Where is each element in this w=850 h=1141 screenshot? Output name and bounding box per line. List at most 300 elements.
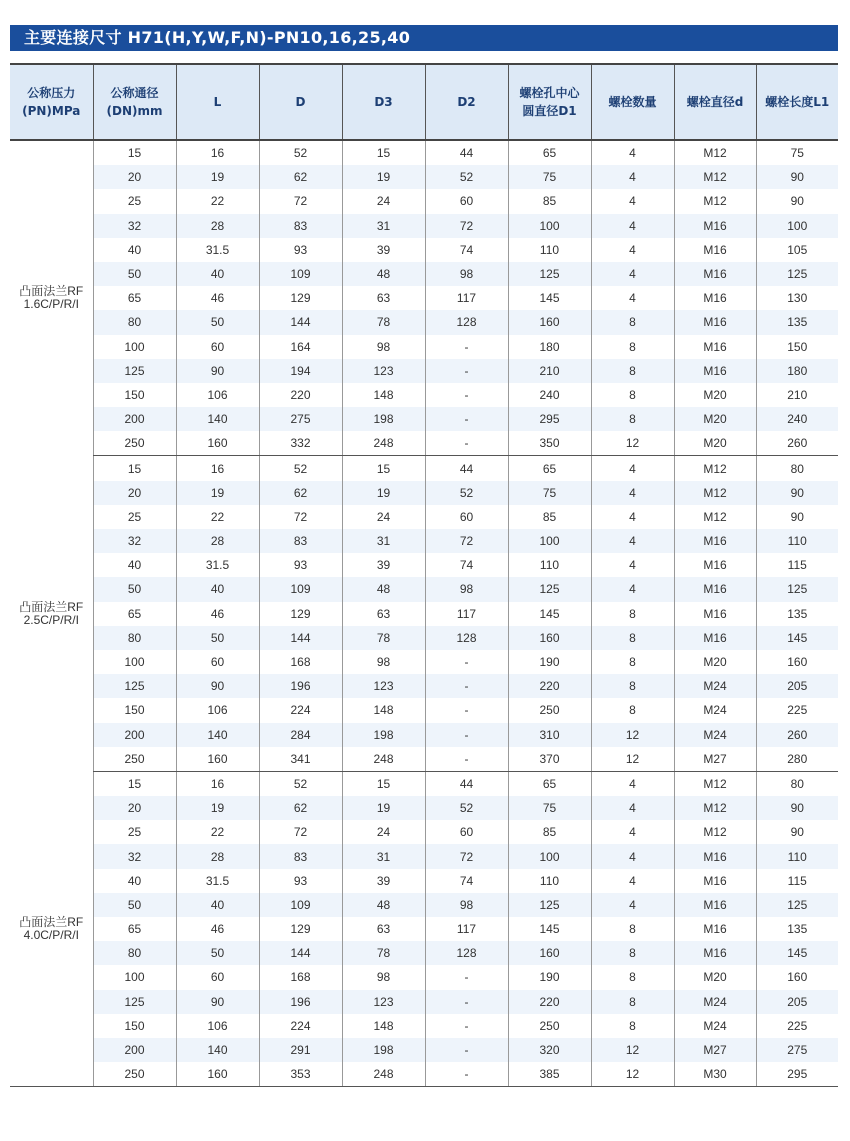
table-cell: 12 [591, 431, 674, 456]
table-cell: 74 [425, 553, 508, 577]
table-cell: 40 [176, 577, 259, 601]
table-cell: 31.5 [176, 553, 259, 577]
table-cell: 310 [508, 723, 591, 747]
table-cell: 48 [342, 262, 425, 286]
table-cell: 128 [425, 941, 508, 965]
table-cell: 128 [425, 626, 508, 650]
table-cell: M20 [674, 431, 756, 456]
table-cell: 8 [591, 602, 674, 626]
table-cell: - [425, 965, 508, 989]
table-cell: 12 [591, 1062, 674, 1087]
table-cell: 125 [508, 577, 591, 601]
table-row [10, 869, 838, 893]
table-row [10, 965, 838, 989]
table-cell: 280 [756, 747, 838, 772]
table-cell: 125 [93, 359, 176, 383]
table-row [10, 214, 838, 238]
table-cell: 148 [342, 383, 425, 407]
table-cell: 63 [342, 602, 425, 626]
table-cell: 62 [259, 796, 342, 820]
table-cell: 52 [259, 771, 342, 796]
table-cell: 110 [508, 553, 591, 577]
table-cell: 4 [591, 238, 674, 262]
table-cell: 260 [756, 723, 838, 747]
table-cell: 31.5 [176, 869, 259, 893]
table-cell: 350 [508, 431, 591, 456]
column-header [756, 64, 838, 140]
table-cell: 160 [508, 941, 591, 965]
table-cell: 60 [176, 965, 259, 989]
table-cell: 144 [259, 941, 342, 965]
table-row [10, 1062, 838, 1087]
table-cell: 85 [508, 505, 591, 529]
table-cell: 75 [508, 796, 591, 820]
table-cell: 109 [259, 577, 342, 601]
table-cell: 46 [176, 286, 259, 310]
table-cell: 31 [342, 844, 425, 868]
table-cell: 4 [591, 214, 674, 238]
table-cell: 160 [176, 431, 259, 456]
table-cell: 8 [591, 359, 674, 383]
table-cell: M24 [674, 674, 756, 698]
table-cell: 90 [176, 674, 259, 698]
table-cell: 250 [93, 747, 176, 772]
table-row [10, 723, 838, 747]
column-header [10, 64, 93, 140]
table-cell: 260 [756, 431, 838, 456]
table-cell: 72 [425, 844, 508, 868]
table-cell: 90 [756, 820, 838, 844]
table-cell: 370 [508, 747, 591, 772]
table-cell: 39 [342, 238, 425, 262]
table-row [10, 262, 838, 286]
table-cell: 32 [93, 844, 176, 868]
column-header [259, 64, 342, 140]
column-header [93, 64, 176, 140]
table-cell: 98 [342, 965, 425, 989]
table-cell: 65 [93, 917, 176, 941]
table-cell: 210 [508, 359, 591, 383]
table-row [10, 286, 838, 310]
table-cell: 65 [93, 286, 176, 310]
table-cell: 125 [508, 893, 591, 917]
table-cell: 145 [508, 917, 591, 941]
table-cell: 25 [93, 505, 176, 529]
table-cell: 145 [756, 626, 838, 650]
table-cell: 40 [93, 238, 176, 262]
table-cell: 4 [591, 165, 674, 189]
table-cell: 98 [425, 893, 508, 917]
table-cell: 16 [176, 140, 259, 165]
table-cell: M16 [674, 214, 756, 238]
table-cell: 248 [342, 747, 425, 772]
table-cell: 240 [756, 407, 838, 431]
table-cell: M16 [674, 310, 756, 334]
table-cell: 100 [93, 335, 176, 359]
table-cell: 52 [425, 165, 508, 189]
table-row [10, 359, 838, 383]
table-cell: 22 [176, 820, 259, 844]
table-cell: 46 [176, 917, 259, 941]
table-cell: M12 [674, 505, 756, 529]
table-cell: 90 [756, 796, 838, 820]
table-cell: 4 [591, 286, 674, 310]
table-cell: 62 [259, 165, 342, 189]
table-cell: 22 [176, 189, 259, 213]
table-cell: 194 [259, 359, 342, 383]
table-cell: 100 [93, 965, 176, 989]
table-cell: 46 [176, 602, 259, 626]
table-cell: 4 [591, 893, 674, 917]
table-cell: 168 [259, 965, 342, 989]
table-cell: 198 [342, 723, 425, 747]
table-row [10, 990, 838, 1014]
table-cell: 220 [259, 383, 342, 407]
table-cell: 93 [259, 553, 342, 577]
table-cell: 28 [176, 844, 259, 868]
table-cell: 320 [508, 1038, 591, 1062]
table-cell: M24 [674, 698, 756, 722]
table-cell: M16 [674, 577, 756, 601]
table-cell: M12 [674, 456, 756, 481]
table-cell: 15 [93, 140, 176, 165]
table-cell: 105 [756, 238, 838, 262]
table-cell: 4 [591, 505, 674, 529]
table-cell: 40 [93, 553, 176, 577]
table-cell: 8 [591, 650, 674, 674]
table-cell: 4 [591, 820, 674, 844]
column-header [425, 64, 508, 140]
table-row [10, 1014, 838, 1038]
table-cell: 160 [756, 650, 838, 674]
table-cell: 100 [508, 214, 591, 238]
table-cell: 60 [425, 505, 508, 529]
table-cell: - [425, 723, 508, 747]
table-cell: 125 [756, 893, 838, 917]
table-cell: 28 [176, 529, 259, 553]
table-cell: 8 [591, 965, 674, 989]
table-cell: 4 [591, 456, 674, 481]
dimensions-table-container [10, 63, 838, 1087]
column-header [674, 64, 756, 140]
table-row [10, 140, 838, 165]
table-row [10, 553, 838, 577]
table-cell: 80 [93, 626, 176, 650]
table-cell: 19 [176, 796, 259, 820]
table-cell: 168 [259, 650, 342, 674]
table-cell: 140 [176, 723, 259, 747]
table-row [10, 456, 838, 481]
column-header-label: (PN)MPa [22, 104, 81, 118]
table-cell: 196 [259, 674, 342, 698]
table-cell: 144 [259, 310, 342, 334]
header-row [10, 64, 838, 140]
table-cell: M16 [674, 262, 756, 286]
table-row [10, 481, 838, 505]
table-cell: 220 [508, 990, 591, 1014]
table-cell: 123 [342, 674, 425, 698]
table-cell: 40 [176, 893, 259, 917]
table-cell: 248 [342, 1062, 425, 1087]
table-cell: 85 [508, 820, 591, 844]
table-row [10, 383, 838, 407]
table-cell: - [425, 698, 508, 722]
table-cell: M16 [674, 626, 756, 650]
table-cell: 72 [259, 189, 342, 213]
table-cell: 44 [425, 456, 508, 481]
table-cell: 225 [756, 698, 838, 722]
table-cell: 93 [259, 869, 342, 893]
pressure-group-label-line: 2.5C/P/R/I [23, 612, 79, 627]
table-cell: 90 [756, 165, 838, 189]
table-cell: 78 [342, 941, 425, 965]
table-cell: 52 [425, 796, 508, 820]
table-cell: 295 [508, 407, 591, 431]
table-cell: 12 [591, 723, 674, 747]
table-cell: M16 [674, 917, 756, 941]
table-cell: 135 [756, 602, 838, 626]
table-cell: 275 [756, 1038, 838, 1062]
table-cell: 198 [342, 1038, 425, 1062]
table-cell: 205 [756, 674, 838, 698]
column-header-label: 公称通径 [110, 86, 159, 100]
table-cell: 8 [591, 310, 674, 334]
table-cell: 83 [259, 214, 342, 238]
table-cell: 8 [591, 941, 674, 965]
table-cell: 210 [756, 383, 838, 407]
table-cell: 32 [93, 529, 176, 553]
table-cell: 150 [756, 335, 838, 359]
table-cell: 4 [591, 529, 674, 553]
table-cell: 39 [342, 553, 425, 577]
table-cell: 19 [342, 796, 425, 820]
table-cell: 44 [425, 771, 508, 796]
table-row [10, 505, 838, 529]
table-cell: 205 [756, 990, 838, 1014]
table-cell: 19 [176, 481, 259, 505]
table-cell: M12 [674, 165, 756, 189]
table-cell: M12 [674, 796, 756, 820]
table-cell: 93 [259, 238, 342, 262]
table-cell: 31 [342, 529, 425, 553]
table-cell: 224 [259, 1014, 342, 1038]
column-header-label: D3 [374, 95, 393, 109]
table-cell: M16 [674, 893, 756, 917]
pressure-group-label-line: 凸面法兰RF [19, 914, 84, 929]
table-cell: 110 [508, 869, 591, 893]
table-row [10, 674, 838, 698]
table-row [10, 310, 838, 334]
table-cell: 75 [756, 140, 838, 165]
table-cell: M16 [674, 359, 756, 383]
table-row [10, 796, 838, 820]
table-cell: M16 [674, 941, 756, 965]
table-cell: 4 [591, 553, 674, 577]
table-cell: 63 [342, 917, 425, 941]
table-cell: 22 [176, 505, 259, 529]
table-row [10, 407, 838, 431]
table-cell: 250 [93, 1062, 176, 1087]
table-cell: 140 [176, 407, 259, 431]
table-cell: 125 [93, 674, 176, 698]
table-cell: 50 [93, 577, 176, 601]
table-row [10, 917, 838, 941]
pressure-group-label-line: 凸面法兰RF [19, 284, 84, 299]
table-cell: 385 [508, 1062, 591, 1087]
table-row [10, 165, 838, 189]
column-header [508, 64, 591, 140]
table-cell: 140 [176, 1038, 259, 1062]
table-cell: - [425, 650, 508, 674]
table-row [10, 238, 838, 262]
column-header-label: 螺栓长度L1 [765, 95, 830, 109]
column-header-label: D2 [457, 95, 476, 109]
table-cell: 164 [259, 335, 342, 359]
table-cell: 100 [508, 529, 591, 553]
table-cell: 50 [93, 893, 176, 917]
table-cell: 98 [342, 335, 425, 359]
table-row [10, 602, 838, 626]
table-cell: 20 [93, 796, 176, 820]
table-cell: 8 [591, 335, 674, 359]
column-header-label: 螺栓数量 [608, 95, 657, 109]
table-cell: 16 [176, 771, 259, 796]
table-cell: 4 [591, 140, 674, 165]
table-cell: 8 [591, 917, 674, 941]
table-cell: 100 [756, 214, 838, 238]
table-cell: 8 [591, 990, 674, 1014]
table-row [10, 650, 838, 674]
table-cell: 80 [93, 941, 176, 965]
table-cell: 74 [425, 238, 508, 262]
table-cell: 353 [259, 1062, 342, 1087]
table-cell: 250 [508, 698, 591, 722]
table-row [10, 431, 838, 456]
table-cell: 90 [756, 481, 838, 505]
table-cell: 8 [591, 626, 674, 650]
column-header-label: D [295, 95, 306, 109]
table-row [10, 771, 838, 796]
table-cell: 145 [508, 286, 591, 310]
table-cell: 65 [508, 771, 591, 796]
pressure-group-label-line: 4.0C/P/R/I [23, 927, 79, 942]
table-cell: 225 [756, 1014, 838, 1038]
table-cell: M16 [674, 286, 756, 310]
table-cell: 148 [342, 698, 425, 722]
table-cell: M20 [674, 407, 756, 431]
table-cell: 123 [342, 359, 425, 383]
table-cell: 150 [93, 1014, 176, 1038]
column-header-label: L [213, 95, 222, 109]
page-title: 主要连接尺寸 H71(H,Y,W,F,N)-PN10,16,25,40 [10, 25, 838, 51]
table-cell: 8 [591, 383, 674, 407]
table-cell: 24 [342, 189, 425, 213]
table-cell: 19 [342, 165, 425, 189]
table-cell: 15 [93, 456, 176, 481]
table-cell: 19 [176, 165, 259, 189]
table-cell: 80 [756, 771, 838, 796]
table-cell: 190 [508, 965, 591, 989]
table-cell: M16 [674, 869, 756, 893]
table-cell: 19 [342, 481, 425, 505]
table-cell: 123 [342, 990, 425, 1014]
table-cell: 8 [591, 1014, 674, 1038]
dimensions-table [10, 63, 838, 1087]
table-cell: 48 [342, 577, 425, 601]
table-cell: 4 [591, 844, 674, 868]
table-cell: 31 [342, 214, 425, 238]
table-cell: 28 [176, 214, 259, 238]
table-cell: - [425, 1014, 508, 1038]
table-cell: 52 [259, 456, 342, 481]
table-cell: M27 [674, 1038, 756, 1062]
table-cell: 90 [176, 990, 259, 1014]
table-cell: 240 [508, 383, 591, 407]
table-cell: 72 [425, 529, 508, 553]
table-cell: 8 [591, 407, 674, 431]
table-cell: 100 [508, 844, 591, 868]
table-cell: 160 [176, 747, 259, 772]
table-cell: 50 [93, 262, 176, 286]
table-cell: 85 [508, 189, 591, 213]
table-cell: 180 [756, 359, 838, 383]
table-cell: 50 [176, 626, 259, 650]
table-cell: 200 [93, 407, 176, 431]
table-cell: M12 [674, 820, 756, 844]
table-cell: 4 [591, 189, 674, 213]
table-cell: 65 [93, 602, 176, 626]
table-cell: - [425, 674, 508, 698]
table-cell: - [425, 359, 508, 383]
table-cell: 75 [508, 165, 591, 189]
table-cell: 125 [508, 262, 591, 286]
table-cell: 52 [259, 140, 342, 165]
table-cell: 275 [259, 407, 342, 431]
table-cell: 62 [259, 481, 342, 505]
column-header [342, 64, 425, 140]
table-cell: M12 [674, 189, 756, 213]
table-cell: 75 [508, 481, 591, 505]
table-cell: 32 [93, 214, 176, 238]
table-cell: 83 [259, 844, 342, 868]
table-cell: M16 [674, 335, 756, 359]
table-cell: 15 [342, 140, 425, 165]
table-cell: 109 [259, 893, 342, 917]
table-cell: 128 [425, 310, 508, 334]
table-cell: 150 [93, 698, 176, 722]
pressure-group-label [10, 771, 93, 1086]
table-cell: 60 [425, 189, 508, 213]
table-cell: M24 [674, 723, 756, 747]
table-cell: - [425, 1038, 508, 1062]
table-cell: 248 [342, 431, 425, 456]
table-cell: 117 [425, 917, 508, 941]
table-cell: 12 [591, 747, 674, 772]
table-cell: 106 [176, 383, 259, 407]
table-row [10, 820, 838, 844]
table-cell: - [425, 383, 508, 407]
table-cell: 80 [93, 310, 176, 334]
table-cell: M20 [674, 650, 756, 674]
table-cell: 130 [756, 286, 838, 310]
table-cell: 78 [342, 310, 425, 334]
table-cell: 72 [259, 505, 342, 529]
table-cell: 24 [342, 820, 425, 844]
table-cell: 98 [342, 650, 425, 674]
table-cell: 224 [259, 698, 342, 722]
table-cell: 284 [259, 723, 342, 747]
table-cell: 160 [176, 1062, 259, 1087]
